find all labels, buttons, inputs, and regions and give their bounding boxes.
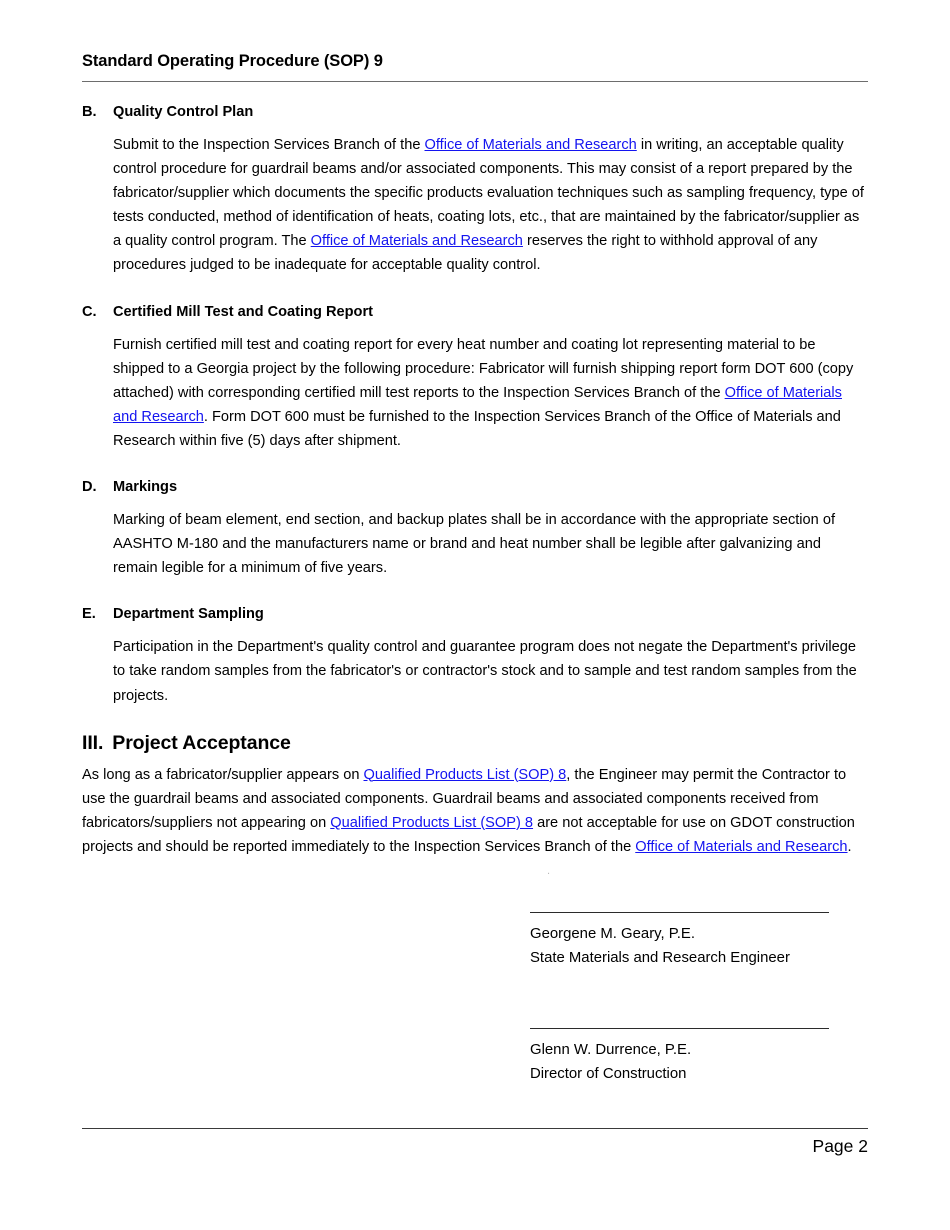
paragraph-text: reserves the right to withhold approval of any procedures judged to be inadequate for acceptable quality control. — [113, 233, 818, 274]
paragraph-text: , the Engineer may permit the Contractor to use the guardrail beams and associated components. Guardrail beams and associated components received from fabricators/suppliers not appearing on — [82, 766, 847, 831]
section-c — [82, 300, 868, 453]
paragraph-text: Submit to the Inspection Services Branch of the — [113, 137, 425, 153]
lettered-sections — [82, 100, 868, 708]
signature-line — [530, 912, 829, 913]
section-e — [82, 602, 868, 707]
section-title: Certified Mill Test and Coating Report — [113, 303, 373, 320]
section-heading-roman — [82, 730, 868, 756]
paragraph-text: in writing, an acceptable quality control procedure for guardrail beams and/or associated components. This may consist of a report prepared by the fabricator/supplier which documents the specific products evaluation techniques such as sampling frequency, type of tests conducted, method of identification of heats, coating lots, etc., that are maintained by the fabricator/supplier as a quality control program. The — [113, 137, 864, 250]
section-letter: C. — [82, 303, 97, 320]
section-numeral: III. — [82, 731, 104, 754]
document-link[interactable]: Office of Materials and Research — [635, 838, 848, 855]
section-heading — [82, 602, 868, 626]
paragraph-text: Furnish certified mill test and coating report for every heat number and coating lot representing material to be shipped to a Georgia project by the following procedure: Fabricator will furnish shipping report form DOT 600 (copy attached) with corresponding certified mill test reports to the Inspection Services Branch of the — [113, 336, 854, 401]
page-footer — [82, 1134, 868, 1158]
signatory-title: Director of Construction — [530, 1065, 687, 1082]
signatory-name: Glenn W. Durrence, P.E. — [530, 1042, 692, 1058]
document-title: Standard Operating Procedure (SOP) 9 — [82, 52, 383, 70]
signature-area — [530, 912, 870, 1144]
section-paragraph — [113, 635, 868, 707]
document-body — [82, 100, 868, 859]
signature-block — [530, 912, 870, 970]
section-paragraph — [113, 333, 868, 453]
section-title: Quality Control Plan — [113, 104, 254, 120]
paragraph-text: As long as a fabricator/supplier appears on — [82, 766, 364, 783]
document-link[interactable]: Office of Materials and Research — [113, 384, 842, 425]
paragraph-text: Marking of beam element, end section, and backup plates shall be in accordance with the appropriate section of AASHTO M-180 and the manufacturers name or brand and heat number shall be legible after galvanizing and remain legible for a minimum of five years. — [113, 512, 836, 577]
section-title: Project Acceptance — [112, 731, 291, 754]
section-letter: B. — [82, 104, 97, 120]
signature-block — [530, 1028, 870, 1086]
paragraph-text: . Form DOT 600 must be furnished to the Inspection Services Branch of the Office of Materials and Research within five (5) days after shipment. — [113, 408, 841, 449]
section-paragraph — [113, 133, 868, 278]
section-heading — [82, 475, 868, 499]
document-link[interactable]: Office of Materials and Research — [310, 233, 523, 250]
section-title: Department Sampling — [113, 606, 264, 623]
section-heading — [82, 300, 868, 324]
signatory-title: State Materials and Research Engineer — [530, 949, 790, 966]
section-letter: E. — [82, 606, 96, 623]
stray-mark: . — [547, 865, 551, 877]
signature-line — [530, 1028, 829, 1029]
page-header — [82, 52, 868, 72]
signatory-name: Georgene M. Geary, P.E. — [530, 926, 695, 942]
section-paragraph — [113, 508, 868, 580]
section-b — [82, 100, 868, 278]
section-title: Markings — [113, 479, 178, 496]
paragraph-text: are not acceptable for use on GDOT construction projects and should be reported immediately to the Inspection Services Branch of the — [82, 814, 855, 855]
section-letter: D. — [82, 479, 97, 496]
header-divider — [82, 81, 868, 82]
section-project-acceptance — [82, 730, 868, 859]
document-link[interactable]: Office of Materials and Research — [424, 137, 637, 153]
paragraph-text: Participation in the Department's quality control and guarantee program does not negate the Department's privilege to take random samples from the fabricator's or contractor's stock and to sample and test random samples from the projects. — [113, 639, 857, 704]
footer-divider — [82, 1128, 868, 1129]
section-heading — [82, 100, 868, 124]
document-link[interactable]: Qualified Products List (SOP) 8 — [330, 814, 534, 831]
section-paragraph — [82, 763, 868, 859]
paragraph-text: . — [847, 838, 852, 855]
section-d — [82, 475, 868, 580]
document-link[interactable]: Qualified Products List (SOP) 8 — [363, 766, 567, 783]
page-number: Page 2 — [812, 1136, 868, 1156]
